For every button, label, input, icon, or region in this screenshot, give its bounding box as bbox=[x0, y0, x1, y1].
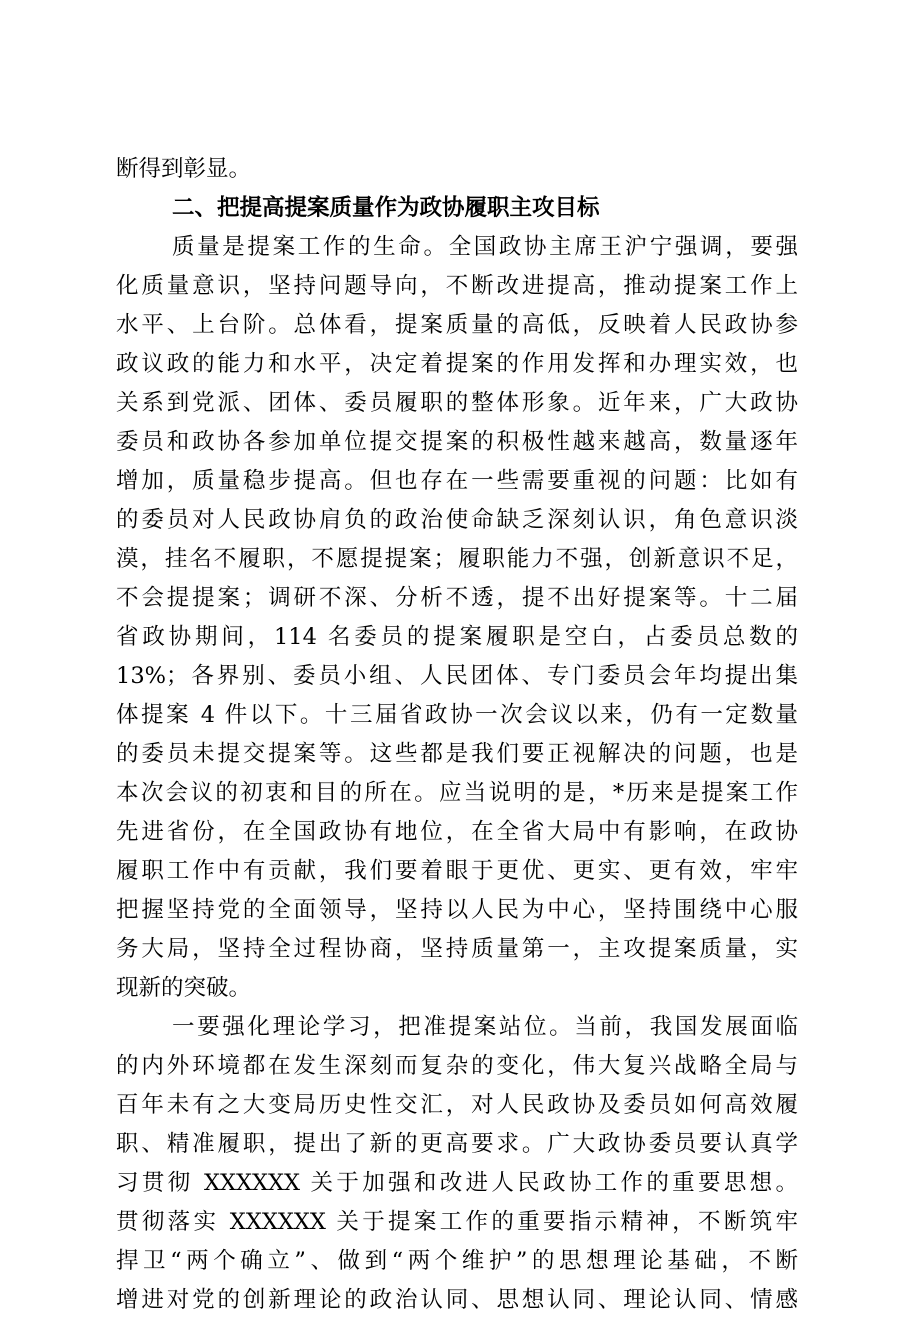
paragraph-line: 职、精准履职，提出了新的更高要求。广大政协委员要认真学 bbox=[116, 1131, 798, 1157]
continuation-line: 断得到彰显。 bbox=[116, 156, 252, 182]
paragraph-line: 水平、上台阶。总体看，提案质量的高低，反映着人民政协参 bbox=[116, 312, 798, 338]
paragraph-quality bbox=[116, 228, 798, 1008]
paragraph-line: 的委员未提交提案等。这些都是我们要正视解决的问题，也是 bbox=[116, 741, 798, 767]
paragraph-line: 习贯彻 XXXXXX 关于加强和改进人民政协工作的重要思想。 bbox=[116, 1170, 798, 1196]
paragraph-line: 质量是提案工作的生命。全国政协主席王沪宁强调，要强 bbox=[172, 234, 798, 260]
paragraph-line: 化质量意识，坚持问题导向，不断改进提高，推动提案工作上 bbox=[116, 273, 798, 299]
paragraph-line: 现新的突破。 bbox=[116, 975, 252, 1001]
paragraph-line: 一要强化理论学习，把准提案站位。当前，我国发展面临 bbox=[172, 1014, 798, 1040]
paragraph-line: 委员和政协各参加单位提交提案的积极性越来越高，数量逐年 bbox=[116, 429, 798, 455]
paragraph-theory-study bbox=[116, 1008, 798, 1320]
paragraph-line: 的委员对人民政协肩负的政治使命缺乏深刻认识，角色意识淡 bbox=[116, 507, 798, 533]
paragraph-line: 的内外环境都在发生深刻而复杂的变化，伟大复兴战略全局与 bbox=[116, 1053, 798, 1079]
paragraph-line: 百年未有之大变局历史性交汇，对人民政协及委员如何高效履 bbox=[116, 1092, 798, 1118]
paragraph-line: 省政协期间，114 名委员的提案履职是空白，占委员总数的 bbox=[116, 624, 798, 650]
paragraph-line: 本次会议的初衷和目的所在。应当说明的是，*历来是提案工作 bbox=[116, 780, 798, 806]
paragraph-line: 贯彻落实 XXXXXX 关于提案工作的重要指示精神，不断筑牢 bbox=[116, 1209, 798, 1235]
document-body bbox=[116, 150, 798, 1320]
paragraph-line: 增加，质量稳步提高。但也存在一些需要重视的问题：比如有 bbox=[116, 468, 798, 494]
paragraph-line: 增进对党的创新理论的政治认同、思想认同、理论认同、情感 bbox=[116, 1287, 798, 1313]
paragraph-line: 13%；各界别、委员小组、人民团体、专门委员会年均提出集 bbox=[116, 663, 798, 689]
paragraph-line: 政议政的能力和水平，决定着提案的作用发挥和办理实效，也 bbox=[116, 351, 798, 377]
paragraph-line: 不会提提案；调研不深、分析不透，提不出好提案等。十二届 bbox=[116, 585, 798, 611]
paragraph-line: 把握坚持党的全面领导，坚持以人民为中心，坚持围绕中心服 bbox=[116, 897, 798, 923]
paragraph-line: 务大局，坚持全过程协商，坚持质量第一，主攻提案质量，实 bbox=[116, 936, 798, 962]
paragraph-line: 关系到党派、团体、委员履职的整体形象。近年来，广大政协 bbox=[116, 390, 798, 416]
paragraph-line: 漠，挂名不履职，不愿提提案；履职能力不强，创新意识不足， bbox=[116, 546, 798, 572]
section-heading: 二、把提高提案质量作为政协履职主攻目标 bbox=[172, 195, 600, 221]
paragraph-line: 体提案 4 件以下。十三届省政协一次会议以来，仍有一定数量 bbox=[116, 702, 798, 728]
paragraph-line: 先进省份，在全国政协有地位，在全省大局中有影响，在政协 bbox=[116, 819, 798, 845]
paragraph-line: 捍卫“两个确立”、做到“两个维护”的思想理论基础，不断 bbox=[116, 1248, 798, 1274]
paragraph-line: 履职工作中有贡献，我们要着眼于更优、更实、更有效，牢牢 bbox=[116, 858, 798, 884]
